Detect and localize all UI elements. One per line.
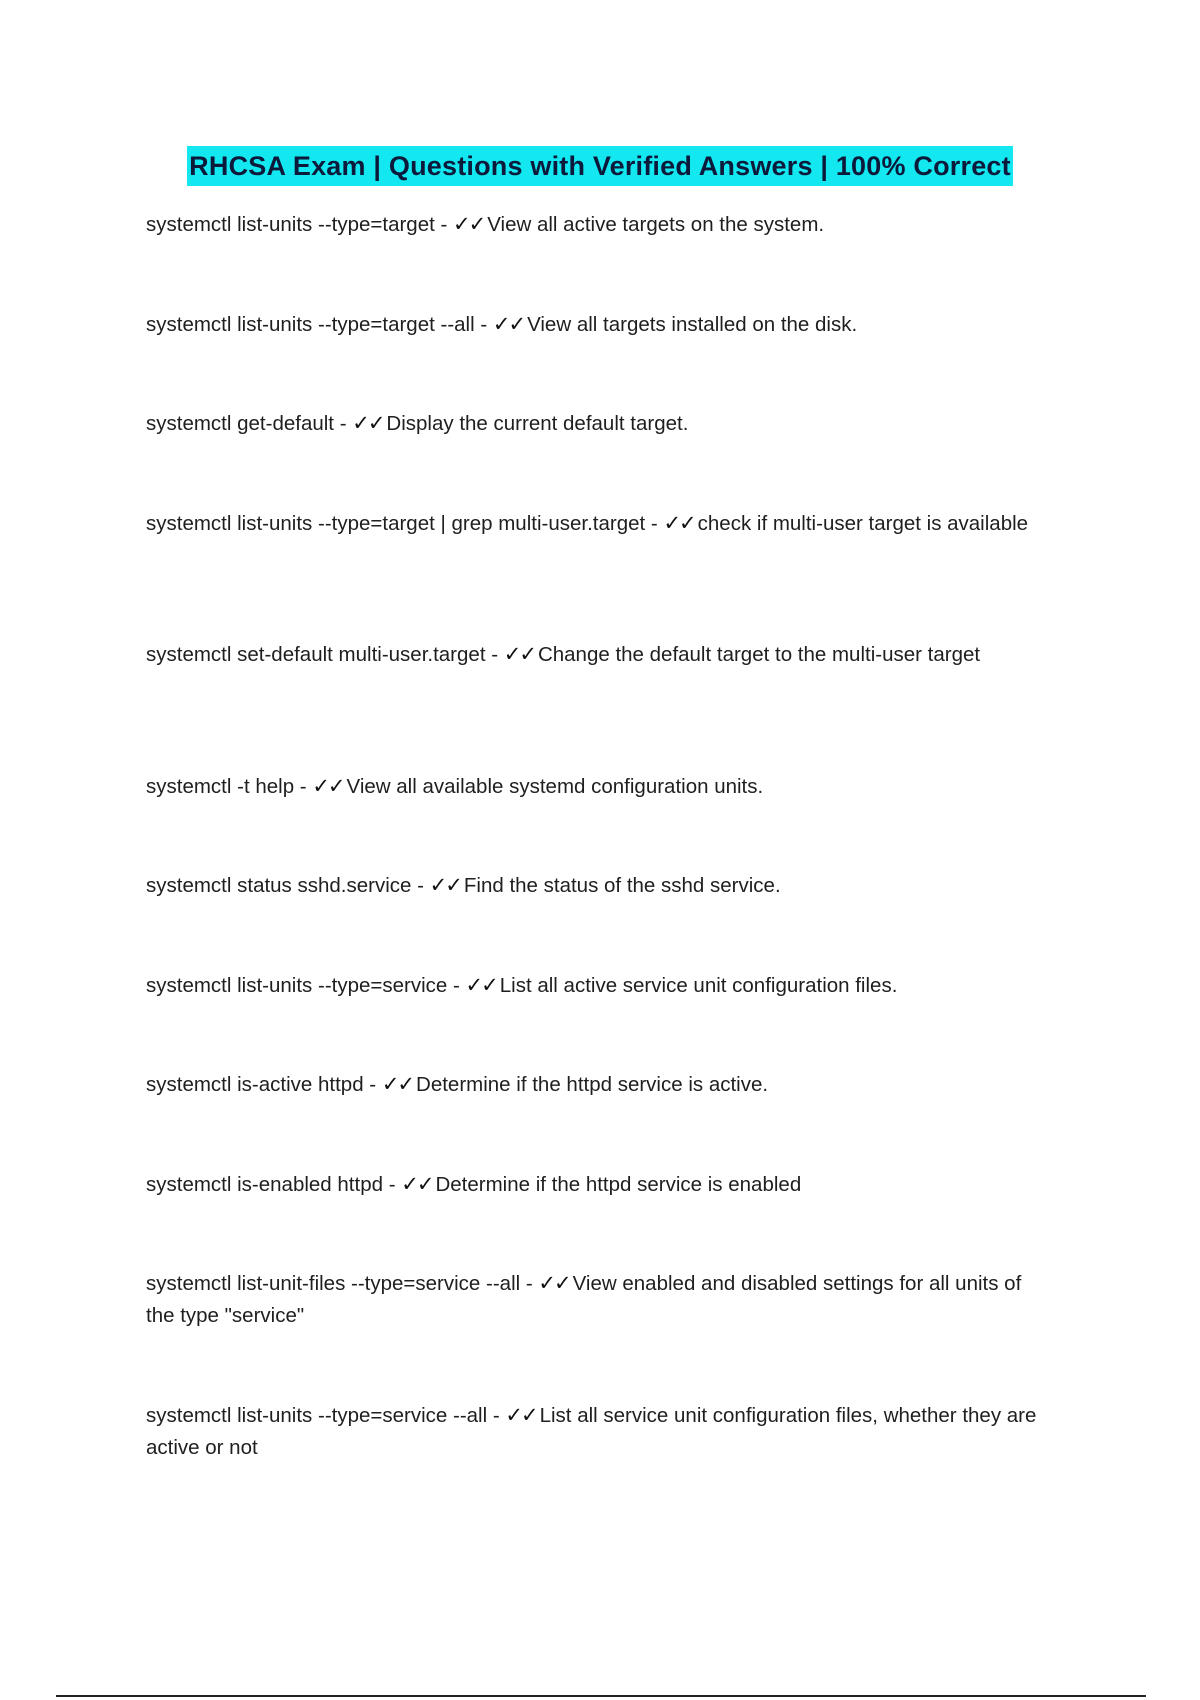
answer-text: View enabled and disabled settings for all units of the type "service" <box>146 1272 1022 1327</box>
question-text: systemctl is-enabled httpd - <box>146 1172 402 1196</box>
question-text: systemctl list-units --type=target - <box>146 213 454 236</box>
qa-item <box>146 1068 1046 1168</box>
question-text: systemctl is-active httpd - <box>146 1073 382 1096</box>
question-text: systemctl list-units --type=target | grep multi-user.target - <box>146 511 664 535</box>
qa-item <box>146 638 1046 770</box>
check-mark-icon: ✓✓ <box>312 773 344 798</box>
qa-item <box>146 770 1046 870</box>
check-mark-icon: ✓✓ <box>503 642 535 666</box>
question-text: systemctl list-units --type=service --all - <box>146 1403 506 1427</box>
qa-item <box>146 1399 1046 1531</box>
check-mark-icon: ✓✓ <box>401 1171 433 1196</box>
check-mark-icon: ✓✓ <box>505 1402 537 1427</box>
qa-item <box>146 969 1046 1069</box>
qa-item <box>146 1168 1046 1268</box>
qa-item <box>146 869 1046 969</box>
check-mark-icon: ✓✓ <box>429 873 461 897</box>
question-text: systemctl list-unit-files --type=service --all - <box>146 1272 539 1295</box>
answer-text: Determine if the httpd service is enabled <box>435 1172 802 1196</box>
qa-item <box>146 308 1046 408</box>
answer-text: View all targets installed on the disk. <box>527 312 858 336</box>
answer-text: List all active service unit configuration files. <box>499 973 898 997</box>
question-text: systemctl -t help - <box>146 774 313 798</box>
qa-item <box>146 208 1046 308</box>
check-mark-icon: ✓✓ <box>492 311 525 336</box>
footer-divider <box>56 1695 1146 1697</box>
question-text: systemctl set-default multi-user.target - <box>146 643 504 666</box>
qa-list <box>146 208 1046 1530</box>
qa-item <box>146 407 1046 507</box>
answer-text: Change the default target to the multi-user target <box>537 643 981 666</box>
question-text: systemctl status sshd.service - <box>146 874 430 897</box>
qa-item <box>146 507 1046 639</box>
question-text: systemctl get-default - <box>146 412 353 435</box>
check-mark-icon: ✓✓ <box>453 212 485 236</box>
qa-item <box>146 1267 1046 1399</box>
answer-text: Find the status of the sshd service. <box>463 874 781 897</box>
check-mark-icon: ✓✓ <box>381 1072 414 1096</box>
check-mark-icon: ✓✓ <box>538 1271 570 1295</box>
answer-text: View all available systemd configuration units. <box>346 774 764 798</box>
question-text: systemctl list-units --type=service - <box>146 973 466 997</box>
check-mark-icon: ✓✓ <box>352 411 384 435</box>
title-wrap <box>0 146 1200 186</box>
document-title: RHCSA Exam | Questions with Verified Answers | 100% Correct <box>187 146 1013 186</box>
answer-text: List all service unit configuration files, whether they are active or not <box>146 1403 1037 1459</box>
answer-text: Display the current default target. <box>386 412 689 435</box>
check-mark-icon: ✓✓ <box>465 972 497 997</box>
question-text: systemctl list-units --type=target --all - <box>146 312 493 336</box>
answer-text: check if multi-user target is available <box>697 511 1029 535</box>
check-mark-icon: ✓✓ <box>663 510 695 535</box>
answer-text: View all active targets on the system. <box>487 213 825 236</box>
answer-text: Determine if the httpd service is active. <box>416 1073 769 1096</box>
